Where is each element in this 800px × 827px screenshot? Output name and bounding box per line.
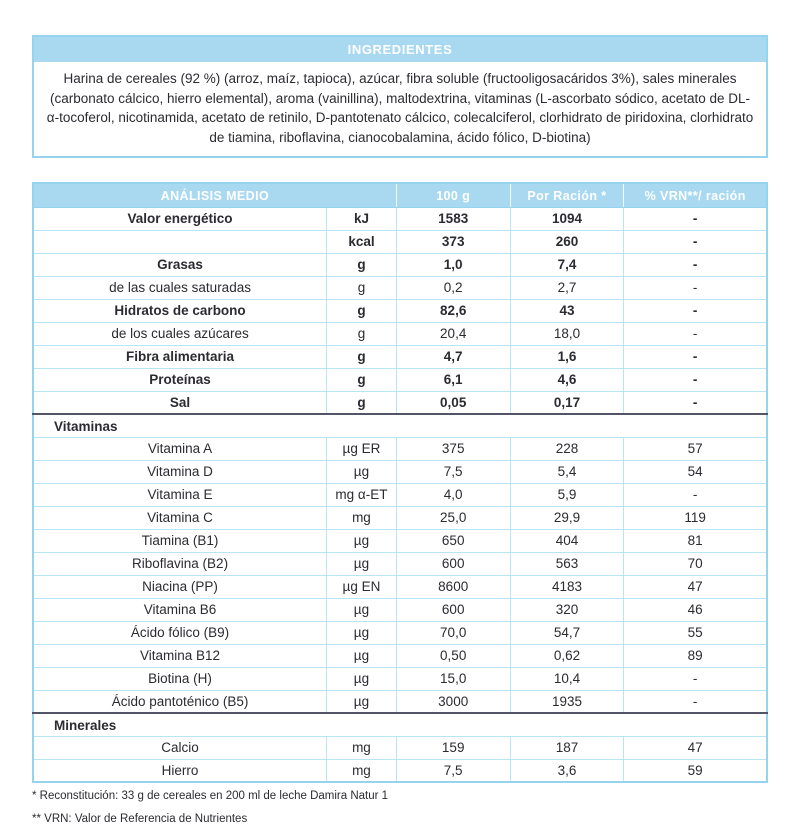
racion-cell: 260 <box>510 230 624 253</box>
racion-cell: 43 <box>510 299 624 322</box>
racion-cell: 5,4 <box>510 460 624 483</box>
name-cell: Hierro <box>33 759 327 782</box>
nutrition-table <box>32 182 768 783</box>
unit-cell: g <box>327 391 397 414</box>
name-cell: Vitamina D <box>33 460 327 483</box>
unit-cell: µg ER <box>327 437 397 460</box>
table-row <box>33 667 767 690</box>
name-cell: Fibra alimentaria <box>33 345 327 368</box>
racion-cell: 0,17 <box>510 391 624 414</box>
racion-cell: 3,6 <box>510 759 624 782</box>
ingredients-panel <box>32 35 768 158</box>
section-row <box>33 414 767 437</box>
per100-cell: 375 <box>396 437 510 460</box>
table-row <box>33 460 767 483</box>
per100-cell: 1,0 <box>396 253 510 276</box>
table-row <box>33 207 767 230</box>
unit-cell: µg <box>327 667 397 690</box>
name-cell: Hidratos de carbono <box>33 299 327 322</box>
racion-cell: 1094 <box>510 207 624 230</box>
table-row <box>33 483 767 506</box>
racion-cell: 228 <box>510 437 624 460</box>
section-label: Minerales <box>33 713 767 736</box>
unit-cell: g <box>327 368 397 391</box>
section-label: Vitaminas <box>33 414 767 437</box>
ingredients-text: Harina de cereales (92 %) (arroz, maíz, tapioca), azúcar, fibra soluble (fructooligosacáridos 3%), sales minerales (carbonato cálcico, hierro elemental), aroma (vainillina), maltodextrina, vitaminas (L-ascorbato sódico, acetato de DL-α-tocoferol, nicotinamida, acetato de retinilo, D-pantotenato cálcico, colecalciferol, clorhidrato de piridoxina, clorhidrato de tiamina, riboflavina, cianocobalamina, ácido fólico, D-biotina) <box>46 71 754 145</box>
vrn-cell: - <box>624 299 767 322</box>
table-row <box>33 368 767 391</box>
name-cell: Tiamina (B1) <box>33 529 327 552</box>
table-row <box>33 253 767 276</box>
unit-cell: mg <box>327 506 397 529</box>
unit-cell: µg <box>327 644 397 667</box>
table-row <box>33 322 767 345</box>
footnote-vrn: ** VRN: Valor de Referencia de Nutrientes <box>32 813 248 826</box>
header-per-100g: 100 g <box>396 183 510 207</box>
unit-cell: g <box>327 322 397 345</box>
per100-cell: 0,2 <box>396 276 510 299</box>
unit-cell: g <box>327 253 397 276</box>
table-row <box>33 644 767 667</box>
unit-cell: µg EN <box>327 575 397 598</box>
name-cell: Calcio <box>33 736 327 759</box>
vrn-cell: 46 <box>624 598 767 621</box>
unit-cell: µg <box>327 552 397 575</box>
table-row <box>33 391 767 414</box>
unit-cell: mg α-ET <box>327 483 397 506</box>
per100-cell: 1583 <box>396 207 510 230</box>
racion-cell: 4,6 <box>510 368 624 391</box>
per100-cell: 650 <box>396 529 510 552</box>
per100-cell: 8600 <box>396 575 510 598</box>
header-vrn: % VRN**/ ración <box>624 183 767 207</box>
per100-cell: 70,0 <box>396 621 510 644</box>
nutrition-table-body <box>33 207 767 782</box>
unit-cell: µg <box>327 529 397 552</box>
per100-cell: 0,05 <box>396 391 510 414</box>
vrn-cell: 70 <box>624 552 767 575</box>
unit-cell: g <box>327 299 397 322</box>
racion-cell: 1935 <box>510 690 624 713</box>
racion-cell: 320 <box>510 598 624 621</box>
vrn-cell: 55 <box>624 621 767 644</box>
section-row <box>33 713 767 736</box>
name-cell: Vitamina A <box>33 437 327 460</box>
table-row <box>33 276 767 299</box>
table-row <box>33 621 767 644</box>
name-cell: Vitamina B6 <box>33 598 327 621</box>
per100-cell: 15,0 <box>396 667 510 690</box>
racion-cell: 4183 <box>510 575 624 598</box>
vrn-cell: 47 <box>624 575 767 598</box>
table-row <box>33 506 767 529</box>
racion-cell: 7,4 <box>510 253 624 276</box>
ingredients-title: INGREDIENTES <box>34 37 766 62</box>
vrn-cell: 89 <box>624 644 767 667</box>
name-cell: Niacina (PP) <box>33 575 327 598</box>
table-row <box>33 230 767 253</box>
name-cell: Valor energético <box>33 207 327 230</box>
vrn-cell: 57 <box>624 437 767 460</box>
footnotes <box>32 790 768 827</box>
vrn-cell: 59 <box>624 759 767 782</box>
unit-cell: µg <box>327 690 397 713</box>
per100-cell: 3000 <box>396 690 510 713</box>
vrn-cell: - <box>624 230 767 253</box>
per100-cell: 159 <box>396 736 510 759</box>
per100-cell: 600 <box>396 598 510 621</box>
vrn-cell: 119 <box>624 506 767 529</box>
unit-cell: mg <box>327 736 397 759</box>
name-cell: Vitamina E <box>33 483 327 506</box>
racion-cell: 5,9 <box>510 483 624 506</box>
table-row <box>33 437 767 460</box>
unit-cell: mg <box>327 759 397 782</box>
racion-cell: 1,6 <box>510 345 624 368</box>
racion-cell: 54,7 <box>510 621 624 644</box>
name-cell <box>33 230 327 253</box>
vrn-cell: - <box>624 345 767 368</box>
table-row <box>33 299 767 322</box>
unit-cell: kcal <box>327 230 397 253</box>
table-header-row <box>33 183 767 207</box>
vrn-cell: 54 <box>624 460 767 483</box>
per100-cell: 373 <box>396 230 510 253</box>
per100-cell: 7,5 <box>396 759 510 782</box>
vrn-cell: 81 <box>624 529 767 552</box>
racion-cell: 0,62 <box>510 644 624 667</box>
header-por-racion: Por Ración * <box>510 183 624 207</box>
racion-cell: 2,7 <box>510 276 624 299</box>
table-row <box>33 529 767 552</box>
vrn-cell: 47 <box>624 736 767 759</box>
name-cell: Proteínas <box>33 368 327 391</box>
unit-cell: kJ <box>327 207 397 230</box>
unit-cell: g <box>327 345 397 368</box>
vrn-cell: - <box>624 690 767 713</box>
vrn-cell: - <box>624 368 767 391</box>
per100-cell: 20,4 <box>396 322 510 345</box>
table-row <box>33 575 767 598</box>
header-analisis-medio: ANÁLISIS MEDIO <box>33 183 396 207</box>
footnote-reconstitution: * Reconstitución: 33 g de cereales en 200 ml de leche Damira Natur 1 <box>32 790 389 803</box>
name-cell: Biotina (H) <box>33 667 327 690</box>
name-cell: Ácido pantoténico (B5) <box>33 690 327 713</box>
per100-cell: 25,0 <box>396 506 510 529</box>
table-row <box>33 552 767 575</box>
vrn-cell: - <box>624 391 767 414</box>
per100-cell: 82,6 <box>396 299 510 322</box>
unit-cell: µg <box>327 598 397 621</box>
racion-cell: 18,0 <box>510 322 624 345</box>
name-cell: Vitamina B12 <box>33 644 327 667</box>
vrn-cell: - <box>624 253 767 276</box>
table-row <box>33 690 767 713</box>
table-row <box>33 736 767 759</box>
vrn-cell: - <box>624 207 767 230</box>
per100-cell: 0,50 <box>396 644 510 667</box>
name-cell: de las cuales saturadas <box>33 276 327 299</box>
vrn-cell: - <box>624 276 767 299</box>
name-cell: Grasas <box>33 253 327 276</box>
per100-cell: 7,5 <box>396 460 510 483</box>
unit-cell: g <box>327 276 397 299</box>
vrn-cell: - <box>624 322 767 345</box>
name-cell: Sal <box>33 391 327 414</box>
vrn-cell: - <box>624 483 767 506</box>
name-cell: de los cuales azúcares <box>33 322 327 345</box>
racion-cell: 10,4 <box>510 667 624 690</box>
name-cell: Vitamina C <box>33 506 327 529</box>
vrn-cell: - <box>624 667 767 690</box>
per100-cell: 600 <box>396 552 510 575</box>
table-row <box>33 598 767 621</box>
name-cell: Ácido fólico (B9) <box>33 621 327 644</box>
racion-cell: 187 <box>510 736 624 759</box>
table-row <box>33 759 767 782</box>
table-row <box>33 345 767 368</box>
racion-cell: 29,9 <box>510 506 624 529</box>
racion-cell: 563 <box>510 552 624 575</box>
racion-cell: 404 <box>510 529 624 552</box>
unit-cell: µg <box>327 460 397 483</box>
name-cell: Riboflavina (B2) <box>33 552 327 575</box>
unit-cell: µg <box>327 621 397 644</box>
per100-cell: 4,7 <box>396 345 510 368</box>
per100-cell: 6,1 <box>396 368 510 391</box>
per100-cell: 4,0 <box>396 483 510 506</box>
